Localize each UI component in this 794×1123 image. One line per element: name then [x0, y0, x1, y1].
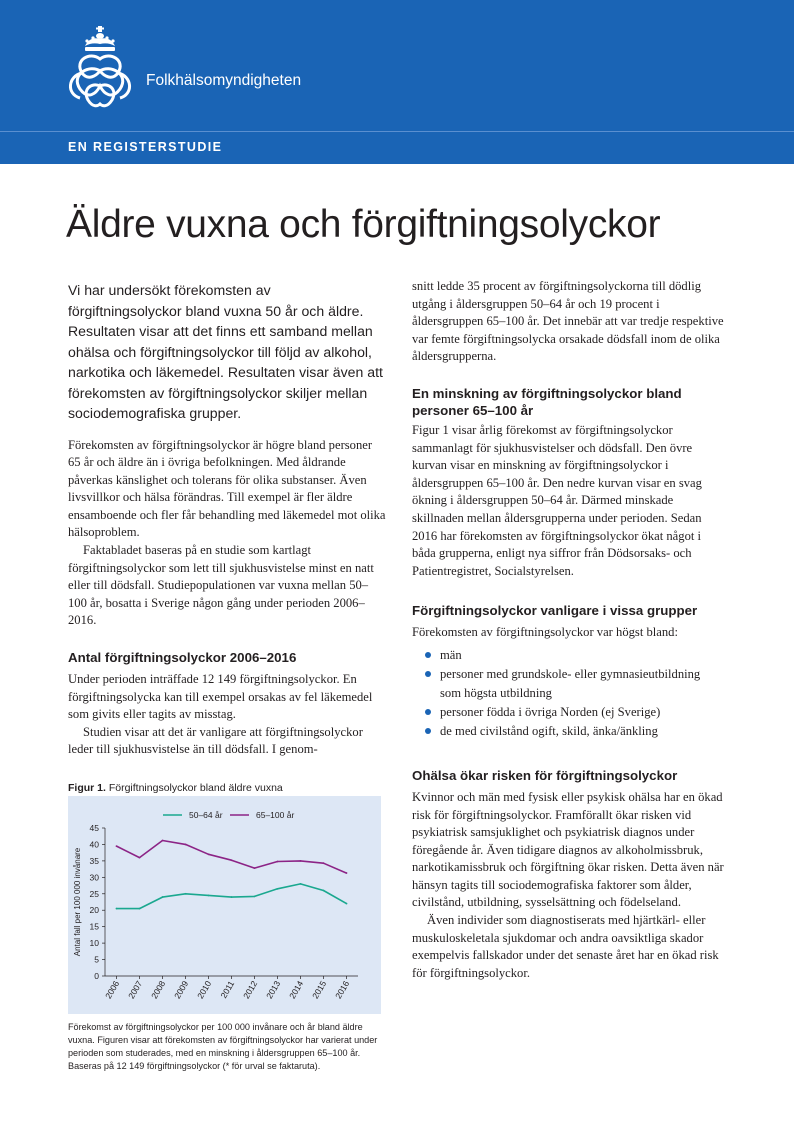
- data-point: [300, 860, 302, 862]
- y-tick-label: 45: [89, 823, 99, 833]
- y-tick-label: 5: [94, 954, 99, 965]
- legend-label: 65–100 år: [256, 810, 295, 820]
- list-item: de med civilstånd ogift, skild, änka/änkling: [412, 722, 724, 741]
- header-divider: [0, 131, 794, 132]
- figure-caption: Förekomst av förgiftningsolyckor per 100 000 invånare och år bland äldre vuxna. Figuren visar att förekomsten av förgiftningsolyckor har varierat under perioden som studerades, med en minskning i åldersgruppen 65–100 år. Baseras på 12 149 förgiftningsolyckor (* för urval se faktaruta).: [68, 1022, 378, 1071]
- lead-paragraph: Vi har undersökt förekomsten av förgiftningsolyckor bland vuxna 50 år och äldre. Resultaten visar att det finns ett samband mellan ohälsa och förgiftningsolyckor till följd av alkohol, narkotika och läkemedel. Resultaten visar även att förekomsten av förgiftningsolyckor skiljer mellan sociodemografiska grupper.: [68, 282, 383, 421]
- data-point: [116, 908, 118, 910]
- figure-description-paragraph: Figur 1 visar årlig förekomst av förgiftningsolyckor sammanlagt för sjukhusvistelser och dödsfall. Den övre kurvan visar en minskning av förgiftningsolyckor i åldersgruppen 65–100 år. Den nedre kurvan visar en svag ökning i åldersgruppen 50–64 år. Därmed minskade skillnaden mellan åldersgrupperna under perioden. Sedan 2016 har förekomsten av förgiftningsolyckor ökat något i båda grupperna, enligt nya siffror från Dödsorsaks- och Patientregistret, Socialstyrelsen.: [412, 422, 702, 578]
- antal-paragraph: Under perioden inträffade 12 149 förgiftningsolyckor. En förgiftningsolycka kan till exempel orsakas av fel läkemedel som givits eller tagits av misstag.: [68, 672, 373, 722]
- chart-panel: [68, 796, 381, 1014]
- y-axis-label: Antal fall per 100 000 invånare: [73, 847, 82, 957]
- series-line-2: [117, 841, 347, 874]
- y-tick-label: 10: [89, 938, 99, 949]
- data-point: [254, 867, 256, 869]
- x-tick-label: 2007: [126, 979, 145, 1001]
- y-tick-label: 0: [94, 971, 99, 981]
- section-heading-antal: Antal förgiftningsolyckor 2006–2016: [68, 650, 297, 666]
- x-tick-label: 2009: [172, 979, 191, 1001]
- bullet-icon: [425, 728, 431, 734]
- risk-group-list: [412, 646, 724, 741]
- data-point: [208, 853, 210, 855]
- x-tick-label: 2013: [264, 979, 283, 1001]
- x-tick-label: 2015: [310, 979, 329, 1001]
- data-point: [346, 872, 348, 874]
- page-title: Äldre vuxna och förgiftningsolyckor: [66, 203, 661, 246]
- data-point: [185, 893, 187, 895]
- x-tick-label: 2016: [333, 979, 352, 1001]
- x-tick-label: 2006: [103, 979, 122, 1001]
- data-point: [139, 908, 141, 910]
- list-item: män: [412, 646, 724, 665]
- left-column: [68, 280, 386, 759]
- groups-intro: Förekomsten av förgiftningsolyckor var högst bland:: [412, 625, 678, 640]
- y-tick-label: 15: [89, 921, 99, 932]
- y-tick-label: 30: [89, 872, 99, 883]
- data-point: [116, 845, 118, 847]
- data-point: [323, 890, 325, 892]
- study-paragraph: Faktabladet baseras på en studie som kartlagt förgiftningsolyckor som lett till sjukhusvistelse minst en natt eller till dödsfall. Studiepopulationen var vuxna mellan 50–100 år, bosatta i Sverige någon gång under perioden 2006–2016.: [68, 543, 374, 628]
- section-heading-vanligare: Förgiftningsolyckor vanligare i vissa grupper: [412, 603, 698, 619]
- data-point: [300, 883, 302, 885]
- intro-paragraph: Förekomsten av förgiftningsolyckor är högre bland personer 65 år och äldre än i övriga befolkningen. Med åldrande påverkas känslighet och tolerans för olika substanser. Även livsvillkor och hälsa förändras. Till exempel är fler äldre ensamboende och fler får behandling med läkemedel mot olika hälsoproblem.: [68, 437, 386, 540]
- crown-logo-icon: [60, 24, 140, 119]
- continued-paragraph: snitt ledde 35 procent av förgiftningsolyckorna till dödlig utgång i åldersgruppen 50–64 år och 19 procent i åldersgruppen 65–100 år. Det innebär att var tredje respektive var femte förgiftningsolycka orsakade dödsfall inom de olika åldersgrupperna.: [412, 279, 724, 364]
- data-point: [162, 896, 164, 898]
- x-tick-label: 2008: [149, 979, 168, 1001]
- figure-title: Förgiftningsolyckor bland äldre vuxna: [105, 782, 283, 794]
- bullet-icon: [425, 652, 431, 658]
- data-point: [162, 840, 164, 842]
- section-heading-ohalsa: Ohälsa ökar risken för förgiftningsolyckor: [412, 767, 678, 783]
- ohalsa-paragraph: Kvinnor och män med fysisk eller psykisk ohälsa har en ökad risk för förgiftningsolyckor. Framförallt ökar risken vid psykiatrisk samsjuklighet och psykiatrisk diagnos under föregående år. Även tidigare diagnos av alkoholmissbruk, narkotikamissbruk och förgiftning ökar risken. Detta även när hänsyn tagits till sociodemografiska faktorer som ålder, civilstånd, utbildning, sysselsättning och födelseland.: [412, 789, 724, 910]
- org-name: Folkhälsomyndigheten: [146, 72, 302, 89]
- antal-paragraph-2: Studien visar att det är vanligare att förgiftningsolyckor leder till sjukhusvistelse än till dödsfall. I genom-: [68, 724, 363, 757]
- line-chart: [68, 796, 381, 1014]
- x-tick-label: 2012: [241, 979, 260, 1001]
- data-point: [185, 844, 187, 846]
- x-tick-label: 2010: [195, 979, 214, 1001]
- data-point: [277, 888, 279, 890]
- data-point: [277, 861, 279, 863]
- ohalsa-paragraph-2: Även individer som diagnostiserats med hjärtkärl- eller muskuloskeletala sjukdomar och andra oavsiktliga skador exempelvis fallskador under det senaste året har en ökad risk för förgiftningsolyckor.: [412, 913, 719, 980]
- y-tick-label: 25: [89, 888, 99, 899]
- y-tick-label: 35: [89, 855, 99, 866]
- list-item: personer med grundskole- eller gymnasieutbildning som högsta utbildning: [412, 665, 724, 703]
- report-type-label: EN REGISTERSTUDIE: [68, 140, 223, 154]
- data-point: [231, 896, 233, 898]
- list-item: personer födda i övriga Norden (ej Sverige): [412, 703, 724, 722]
- data-point: [254, 896, 256, 898]
- data-point: [346, 903, 348, 905]
- data-point: [139, 857, 141, 859]
- y-tick-label: 40: [89, 839, 99, 850]
- figure-number: Figur 1.: [68, 782, 106, 794]
- x-tick-label: 2014: [287, 979, 306, 1001]
- bullet-icon: [425, 671, 431, 677]
- data-point: [208, 895, 210, 897]
- legend-label: 50–64 år: [189, 810, 223, 820]
- right-column: [412, 278, 724, 982]
- bullet-icon: [425, 709, 431, 715]
- x-tick-label: 2011: [218, 979, 237, 1000]
- y-tick-label: 20: [89, 905, 99, 916]
- data-point: [231, 859, 233, 861]
- figure-label: [68, 782, 283, 794]
- section-heading-minskning: En minskning av förgiftningsolyckor bland personer 65–100 år: [412, 385, 682, 418]
- data-point: [323, 862, 325, 864]
